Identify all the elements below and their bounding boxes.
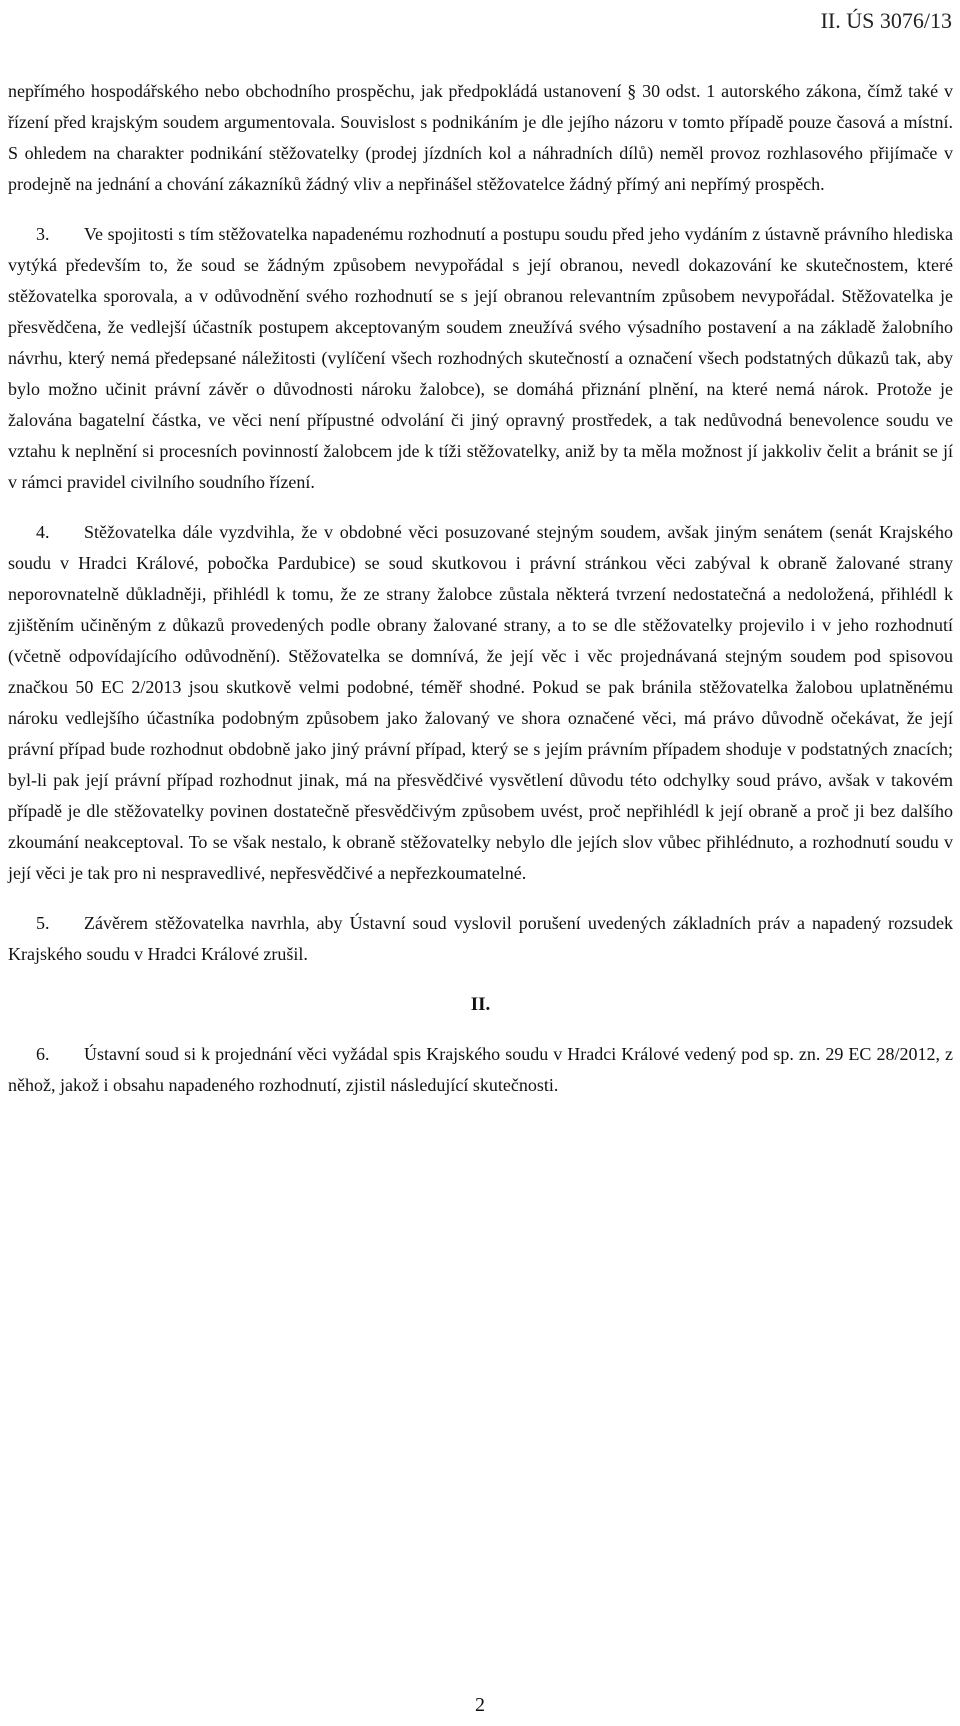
paragraph-text: Závěrem stěžovatelka navrhla, aby Ústavní soud vyslovil porušení uvedených základních práv a napadený rozsudek Krajského soudu v Hradci Králové zrušil. bbox=[8, 913, 953, 964]
paragraph-number: 6. bbox=[36, 1044, 50, 1064]
case-number-header: II. ÚS 3076/13 bbox=[820, 8, 952, 33]
paragraph-number: 5. bbox=[36, 913, 50, 933]
section-heading: II. bbox=[470, 994, 491, 1015]
paragraph-text: Stěžovatelka dále vyzdvihla, že v obdobné věci posuzované stejným soudem, avšak jiným senátem (senát Krajského soudu v Hradci Králové, pobočka Pardubice) se soud skutkovou i právní stránkou věci zabýval k obraně žalované strany neporovnatelně důkladněji, přihlédl k tomu, že ze strany žalobce zůstala některá tvrzení nedostatečná a nedoložená, přihlédl k zjištěním učiněným z důkazů provedených podle obrany žalované strany, a to se dle stěžovatelky projevilo i v jeho rozhodnutí (včetně odpovídajícího odůvodnění). Stěžovatelka se domnívá, že její věc i věc projednávaná stejným soudem pod spisovou značkou 50 EC 2/2013 jsou skutkově velmi podobné, téměř shodné. Pokud se pak bránila stěžovatelka žalobou uplatněnému nároku vedlejšího účastníka podobným způsobem jako žalovaný ve shora označené věci, má právo důvodně očekávat, že její právní případ bude rozhodnut obdobně jako jiný právní případ, který se s jejím právním případem shoduje v podstatných znacích; byl-li pak její právní případ rozhodnut jinak, má na přesvědčivé vysvětlení důvodu této odchylky soud právo, avšak v takovém případě je dle stěžovatelky povinen dostatečně přesvědčivým způsobem uvést, proč nepřihlédl k její obraně a proč ji bez dalšího zkoumání neakceptoval. To se však nestalo, k obraně stěžovatelky nebylo dle jejích slov vůbec přihlédnuto, a rozhodnutí soudu v její věci je tak pro ni nespravedlivé, nepřesvědčivé a nepřezkoumatelné. bbox=[8, 522, 953, 883]
paragraph-4 bbox=[8, 517, 953, 889]
paragraph-text: Ve spojitosti s tím stěžovatelka napadenému rozhodnutí a postupu soudu před jeho vydáním z ústavně právního hlediska vytýká především to, že soud se žádným způsobem nevypořádal s její obranou, nevedl dokazování ke skutečnostem, které stěžovatelka sporovala, a v odůvodnění svého rozhodnutí se s její obranou relevantním způsobem nevypořádal. Stěžovatelka je přesvědčena, že vedlejší účastník postupem akceptovaným soudem zneužívá svého výsadního postavení a na základě žalobního návrhu, který nemá předepsané náležitosti (vylíčení všech rozhodných skutečností a označení všech podstatných důkazů tak, aby bylo možno učinit právní závěr o důvodnosti nároku žalobce), se domáhá přiznání plnění, na které nemá nárok. Protože je žalována bagatelní částka, ve věci není přípustné odvolání či jiný opravný prostředek, a tak nedůvodná benevolence soudu ve vztahu k neplnění si procesních povinností žalobcem jde k tíži stěžovatelky, aniž by ta měla možnost jí jakkoliv čelit a bránit se jí v rámci pravidel civilního soudního řízení. bbox=[8, 224, 953, 492]
paragraph-number: 3. bbox=[36, 224, 50, 244]
paragraph-6 bbox=[8, 1039, 953, 1101]
document-body bbox=[8, 76, 953, 1101]
paragraph-text: Ústavní soud si k projednání věci vyžádal spis Krajského soudu v Hradci Králové vedený pod sp. zn. 29 EC 28/2012, z něhož, jakož i obsahu napadeného rozhodnutí, zjistil následující skutečnosti. bbox=[8, 1044, 953, 1095]
paragraph-3 bbox=[8, 219, 953, 498]
paragraph-continued: nepřímého hospodářského nebo obchodního prospěchu, jak předpokládá ustanovení § 30 odst. 1 autorského zákona, čímž také v řízení před krajským soudem argumentovala. Souvislost s podnikáním je dle jejího názoru v tomto případě pouze časová a místní. S ohledem na charakter podnikání stěžovatelky (prodej jízdních kol a náhradních dílů) neměl provoz rozhlasového přijímače v prodejně na jednání a chování zákazníků žádný vliv a nepřinášel stěžovatelce žádný přímý ani nepřímý prospěch. bbox=[8, 81, 953, 194]
paragraph-number: 4. bbox=[36, 522, 50, 542]
paragraph-5 bbox=[8, 908, 953, 970]
page-number: 2 bbox=[475, 1694, 485, 1716]
